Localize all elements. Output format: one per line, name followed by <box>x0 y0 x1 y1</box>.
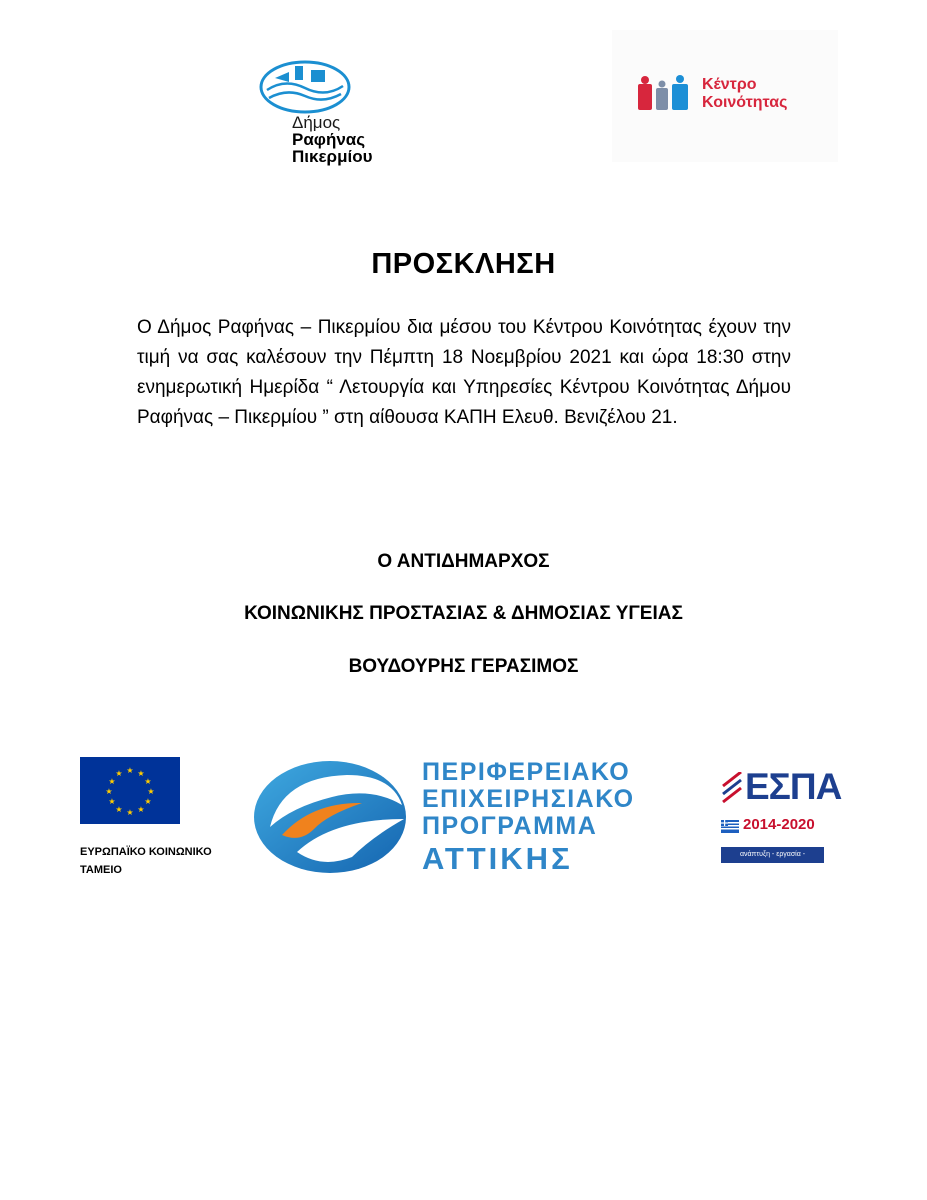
svg-text:★: ★ <box>115 769 123 778</box>
community-people-icon <box>636 74 696 114</box>
signature-role: Ο ΑΝΤΙΔΗΜΑΡΧΟΣ <box>377 551 550 572</box>
svg-text:★: ★ <box>126 808 134 817</box>
greek-flag-icon <box>721 820 739 833</box>
eu-flag <box>80 757 180 824</box>
program-line4: ΑΤΤΙΚΗΣ <box>422 841 573 876</box>
signature-name: ΒΟΥΔΟΥΡΗΣ ΓΕΡΑΣΙΜΟΣ <box>348 656 579 677</box>
espa-stripes-icon <box>721 772 743 806</box>
svg-text:★: ★ <box>137 769 145 778</box>
svg-text:★: ★ <box>108 777 116 786</box>
svg-text:★: ★ <box>105 787 113 796</box>
kentro-logo-line2: Κοινότητας <box>702 93 788 111</box>
eu-caption-line1: ΕΥΡΩΠΑΪΚΟ ΚΟΙΝΩΝΙΚΟ <box>80 846 212 858</box>
attiki-program-text <box>422 760 635 874</box>
dimos-rafinas-logo-text <box>292 114 442 165</box>
dimos-logo-line2: Ραφήνας <box>292 130 366 149</box>
svg-text:★: ★ <box>147 787 155 796</box>
dimos-logo-line3: Πικερμίου <box>292 147 373 166</box>
svg-text:★: ★ <box>137 805 145 814</box>
eu-caption-line2: ΤΑΜΕΙΟ <box>80 864 122 876</box>
program-line3: ΠΡΟΓΡΑΜΜΑ <box>422 812 598 840</box>
invitation-body: Ο Δήμος Ραφήνας – Πικερμίου δια μέσου του Κέντρου Κοινότητας έχουν την τιμή να σας καλέσουν την Πέμπτη 18 Νοεμβρίου 2021 και ώρα 18:30 στην ενημερωτική Ημερίδα “ Λετουργία και Υπηρεσίες Κέντρου Κοινότητας Δήμου Ραφήνας – Πικερμίου ” στη αίθουσα ΚΑΠΗ Ελευθ. Βενιζέλου 21. <box>137 317 791 428</box>
eu-stars-icon <box>80 757 180 824</box>
espa-word: ΕΣΠΑ <box>745 766 842 807</box>
program-line2: ΕΠΙΧΕΙΡΗΣΙΑΚΟ <box>422 785 635 813</box>
espa-years: 2014-2020 <box>743 816 815 833</box>
dimos-logo-line1: Δήμος <box>292 113 341 132</box>
svg-text:★: ★ <box>108 797 116 806</box>
kentro-logo-text <box>702 76 787 111</box>
svg-text:★: ★ <box>144 777 152 786</box>
svg-text:★: ★ <box>115 805 123 814</box>
svg-text:★: ★ <box>144 797 152 806</box>
svg-text:★: ★ <box>126 766 134 775</box>
kentro-koinotitas-logo <box>612 30 838 162</box>
espa-logo <box>721 766 842 874</box>
attiki-program-emblem <box>252 757 412 877</box>
signature-department: ΚΟΙΝΩΝΙΚΗΣ ΠΡΟΣΤΑΣΙΑΣ & ΔΗΜΟΣΙΑΣ ΥΓΕΙΑΣ <box>244 603 683 624</box>
program-line1: ΠΕΡΙΦΕΡΕΙΑΚΟ <box>422 758 631 786</box>
eu-fund-caption <box>80 843 240 879</box>
invitation-title: ΠΡΟΣΚΛΗΣΗ <box>371 248 556 280</box>
espa-tagline: ανάπτυξη - εργασία - αλληλεγγύη <box>721 847 824 863</box>
kentro-logo-line1: Κέντρο <box>702 76 757 93</box>
